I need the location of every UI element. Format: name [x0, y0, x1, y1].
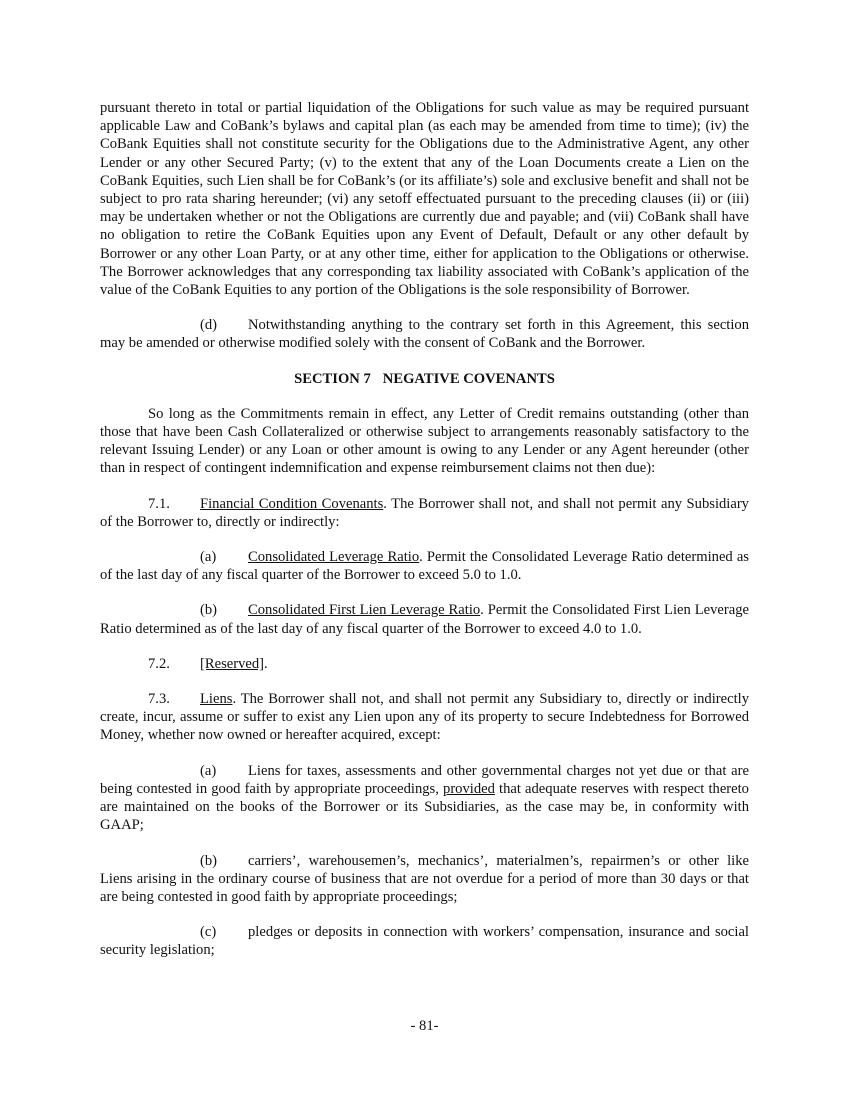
clause-text-after: that adequate reserves with respect thereto are maintained on the books of the Borrower or its Subsidiaries, as the case may be, in conformity with GAAP; — [100, 780, 749, 834]
section-7-1-b — [100, 601, 749, 637]
section-number: SECTION 7 — [294, 370, 371, 387]
clause-label: (a) — [200, 549, 217, 566]
section-heading — [100, 370, 749, 388]
section-title: Financial Condition Covenants — [200, 495, 384, 512]
document-page — [100, 99, 749, 960]
section-text: . The Borrower shall not, and shall not permit any Subsidiary of the Borrower to, directly or indirectly: — [100, 495, 749, 530]
section-7-3 — [100, 690, 749, 745]
clause-label: (d) — [200, 317, 218, 334]
clause-text: pledges or deposits in connection with workers’ compensation, insurance and social security legislation; — [100, 924, 749, 959]
clause-text: . Permit the Consolidated First Lien Leverage Ratio determined as of the last day of any fiscal quarter of the Borrower to exceed 4.0 to 1.0. — [100, 602, 749, 637]
page-number: - 81- — [410, 1018, 439, 1034]
clause-title: Consolidated Leverage Ratio — [248, 549, 420, 566]
clause-text: Notwithstanding anything to the contrary set forth in this Agreement, this section may be amended or otherwise modified solely with the consent of CoBank and the Borrower. — [100, 317, 749, 352]
section-7-1-a — [100, 548, 749, 584]
paragraph-continuation: pursuant thereto in total or partial liquidation of the Obligations for such value as may be required pursuant applicable Law and CoBank’s bylaws and capital plan (as each may be amended from time to time); (iv) the CoBank Equities shall not constitute security for the Obligations due to the Administrative Agent, any other Lender or any other Secured Party; (v) to the extent that any of the Loan Documents create a Lien on the CoBank Equities, such Lien shall be for CoBank’s (or its affiliate’s) sole and exclusive benefit and shall not be subject to pro rata sharing hereunder; (vi) any setoff effectuated pursuant to the preceding clauses (ii) or (iii) may be undertaken whether or not the Obligations are currently due and payable; and (vii) CoBank shall have no obligation to retire the CoBank Equities upon any Event of Default, Default or any other default by Borrower or any other Loan Party, or at any other time, either for application to the Obligations or otherwise. The Borrower acknowledges that any corresponding tax liability associated with CoBank’s application of the value of the CoBank Equities to any portion of the Obligations is the sole responsibility of Borrower. — [100, 100, 749, 299]
clause-title: Consolidated First Lien Leverage Ratio — [248, 602, 481, 619]
clause-text: carriers’, warehousemen’s, mechanics’, materialmen’s, repairmen’s or other like Liens arising in the ordinary course of business that are not overdue for a period of more than 30 days or that are being contested in good faith by appropriate proceedings; — [100, 852, 749, 905]
section-7-1 — [100, 495, 749, 531]
section-7-3-c — [100, 923, 749, 959]
section-title: [Reserved] — [200, 655, 265, 672]
section-title: NEGATIVE COVENANTS — [382, 370, 555, 387]
section-text: . The Borrower shall not, and shall not permit any Subsidiary to, directly or indirectly create, incur, assume or suffer to exist any Lien upon any of its property to secure Indebtedness for Borrowed Money, whether now owned or hereafter acquired, except: — [100, 691, 749, 744]
clause-underlined: provided — [443, 780, 495, 797]
section-number: 7.3. — [148, 691, 170, 708]
clause-label: (b) — [200, 602, 218, 619]
section-7-3-a — [100, 762, 749, 835]
clause-label: (c) — [200, 924, 217, 941]
section-number: 7.2. — [148, 655, 170, 672]
clause-label: (b) — [200, 852, 218, 869]
paragraph-d — [100, 316, 749, 352]
section-7-2 — [100, 655, 749, 673]
section-title: Liens — [200, 691, 233, 708]
clause-text-before: Liens for taxes, assessments and other governmental charges not yet due or that are being contested in good faith by appropriate proceedings, — [100, 762, 749, 797]
section-7-3-b — [100, 852, 749, 907]
clause-text: . Permit the Consolidated Leverage Ratio determined as of the last day of any fiscal quarter of the Borrower to exceed 5.0 to 1.0. — [100, 549, 749, 584]
section-intro: So long as the Commitments remain in effect, any Letter of Credit remains outstanding (other than those that have been Cash Collateralized or otherwise subject to arrangements reasonably satisfactory to the relevant Issuing Lender) or any Loan or other amount is owing to any Lender or any Agent hereunder (other than in respect of contingent indemnification and expense reimbursement claims not then due): — [100, 405, 749, 477]
section-number: 7.1. — [148, 495, 170, 512]
clause-label: (a) — [200, 762, 217, 779]
section-text: . — [264, 655, 268, 672]
